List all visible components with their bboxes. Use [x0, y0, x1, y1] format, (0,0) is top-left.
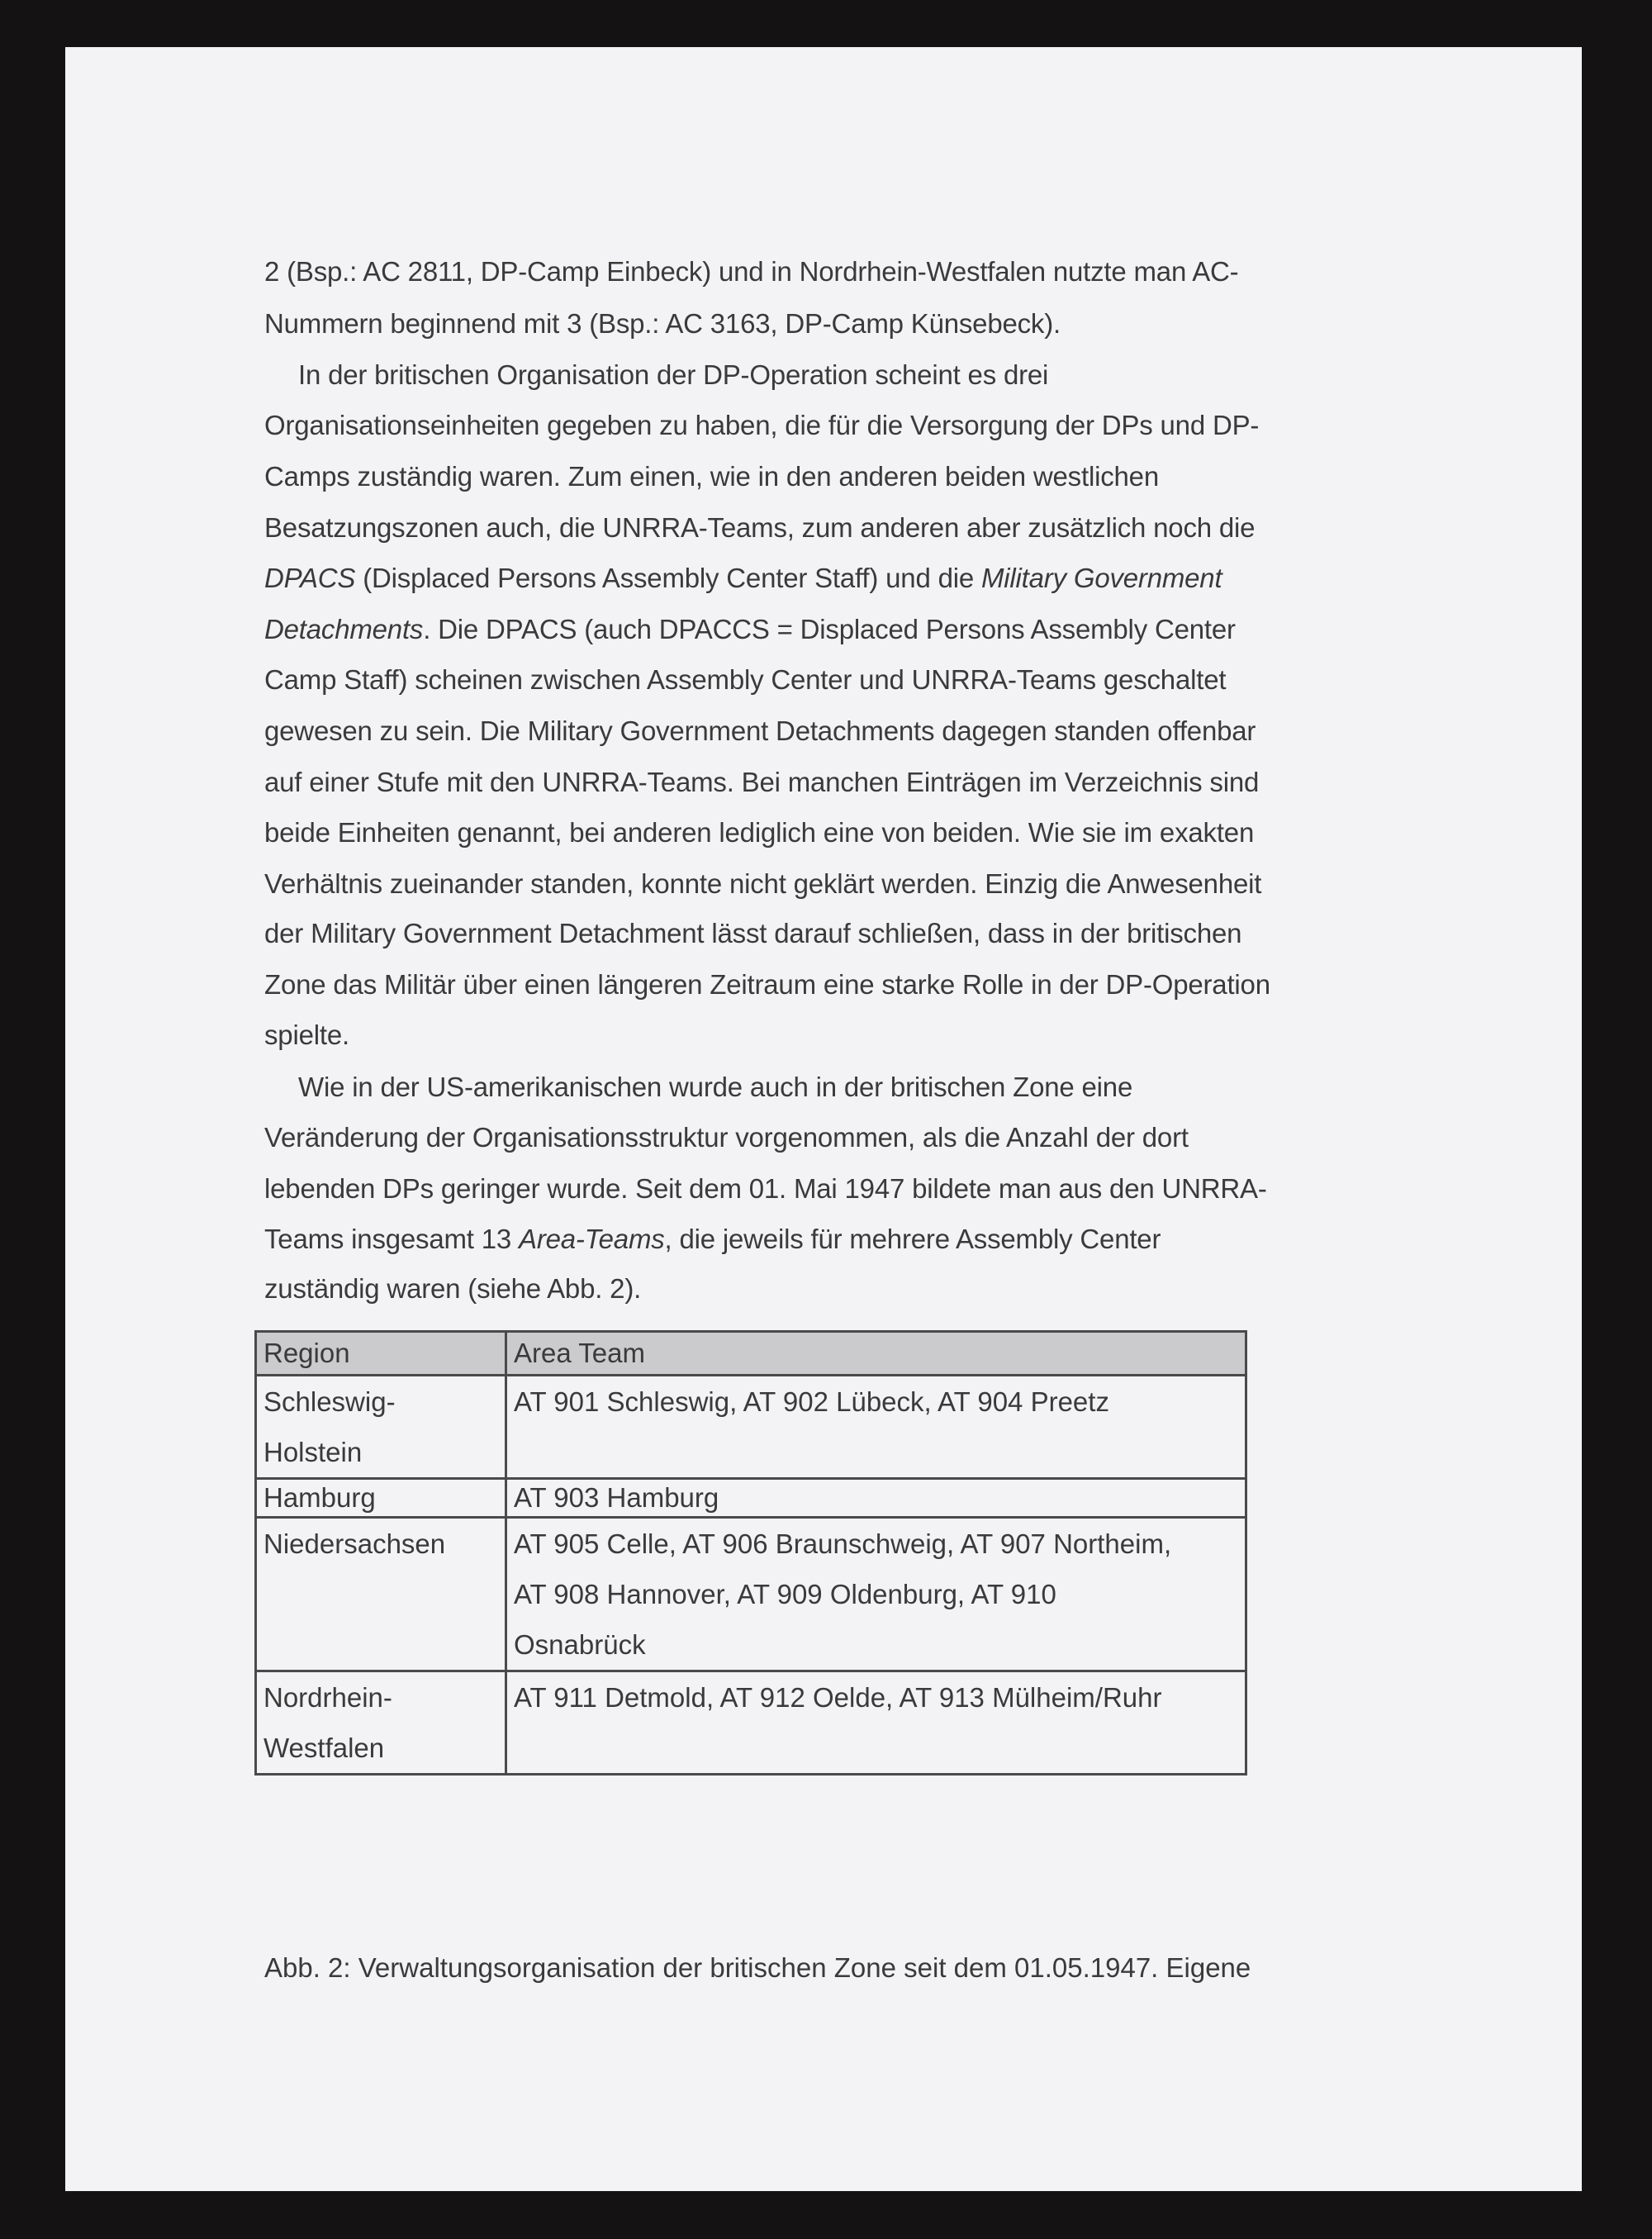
text-segment: Nummern beginnend mit 3 (Bsp.: AC 3163, DP-Camp Künsebeck).	[264, 308, 1061, 339]
text-segment: Verhältnis zueinander standen, konnte nicht geklärt werden. Einzig die Anwesenheit	[264, 868, 1262, 899]
area-team-text: AT 903 Hamburg	[514, 1482, 719, 1513]
body-line	[264, 307, 1061, 340]
area-team-text: AT 911 Detmold, AT 912 Oelde, AT 913 Mülheim/Ruhr	[514, 1682, 1162, 1713]
body-line	[298, 1071, 1132, 1104]
body-line	[264, 511, 1255, 544]
text-segment: auf einer Stufe mit den UNRRA-Teams. Bei manchen Einträgen im Verzeichnis sind	[264, 767, 1260, 797]
table-header-area-team: Area Team	[506, 1332, 1246, 1376]
region-text: Niedersachsen	[263, 1528, 446, 1559]
area-team-cell	[506, 1479, 1246, 1518]
italic-text: Area-Teams	[519, 1224, 665, 1254]
area-team-text: AT 901 Schleswig, AT 902 Lübeck, AT 904 Preetz	[514, 1386, 1109, 1417]
figure-caption: Abb. 2: Verwaltungsorganisation der britischen Zone seit dem 01.05.1947. Eigene	[264, 1952, 1251, 1983]
text-segment: In der britischen Organisation der DP-Operation scheint es drei	[298, 359, 1049, 390]
body-line	[264, 1121, 1189, 1154]
text-segment: 2 (Bsp.: AC 2811, DP-Camp Einbeck) und in Nordrhein-Westfalen nutzte man AC-	[264, 256, 1239, 287]
text-segment: Organisationseinheiten gegeben zu haben, die für die Versorgung der DPs und DP-	[264, 410, 1260, 440]
text-segment: Camps zuständig waren. Zum einen, wie in den anderen beiden westlichen	[264, 461, 1159, 492]
text-segment: Veränderung der Organisationsstruktur vorgenommen, als die Anzahl der dort	[264, 1122, 1189, 1153]
text-segment: gewesen zu sein. Die Military Government Detachments dagegen standen offenbar	[264, 715, 1256, 746]
body-line	[264, 1223, 1161, 1256]
body-line	[264, 917, 1241, 950]
body-line	[264, 663, 1226, 696]
body-line	[264, 460, 1159, 493]
italic-text: Detachments	[264, 614, 424, 644]
region-text: Westfalen	[263, 1733, 385, 1763]
text-segment: der Military Government Detachment lässt darauf schließen, dass in der britischen	[264, 918, 1242, 948]
region-cell	[256, 1479, 506, 1518]
region-cell	[256, 1671, 506, 1775]
region-cell	[256, 1376, 506, 1479]
body-line	[264, 562, 1222, 595]
body-line	[264, 1019, 349, 1052]
body-line	[264, 715, 1256, 748]
text-segment: Zone das Militär über einen längeren Zeitraum eine starke Rolle in der DP-Operation	[264, 969, 1270, 1000]
text-segment: spielte.	[264, 1020, 349, 1050]
area-team-text: Osnabrück	[514, 1629, 646, 1660]
text-segment: lebenden DPs geringer wurde. Seit dem 01. Mai 1947 bildete man aus den UNRRA-	[264, 1173, 1267, 1204]
text-segment: zuständig waren (siehe Abb. 2).	[264, 1273, 642, 1304]
body-line	[298, 359, 1048, 392]
table-row	[256, 1479, 1246, 1518]
area-team-cell	[506, 1518, 1246, 1671]
body-line	[264, 968, 1270, 1001]
table-row	[256, 1518, 1246, 1671]
table-body	[256, 1376, 1246, 1775]
body-line	[264, 613, 1236, 646]
region-text: Nordrhein-	[263, 1682, 392, 1713]
body-line	[264, 816, 1254, 849]
region-text: Holstein	[263, 1437, 363, 1467]
area-team-cell	[506, 1376, 1246, 1479]
body-line	[264, 868, 1261, 901]
body-line	[264, 255, 1238, 288]
text-segment: , die jeweils für mehrere Assembly Center	[664, 1224, 1161, 1254]
region-text: Hamburg	[263, 1482, 376, 1513]
text-segment: Besatzungszonen auch, die UNRRA-Teams, zum anderen aber zusätzlich noch die	[264, 512, 1256, 543]
table-header-row	[256, 1332, 1246, 1376]
text-segment: . Die DPACS (auch DPACCS = Displaced Persons Assembly Center	[423, 614, 1236, 644]
body-line	[264, 1172, 1267, 1205]
text-segment: Camp Staff) scheinen zwischen Assembly Center und UNRRA-Teams geschaltet	[264, 664, 1227, 695]
area-team-cell	[506, 1671, 1246, 1775]
region-text: Schleswig-	[263, 1386, 396, 1417]
text-segment: (Displaced Persons Assembly Center Staff) und die	[355, 563, 981, 593]
body-line	[264, 409, 1259, 442]
region-cell	[256, 1518, 506, 1671]
area-team-text: AT 908 Hannover, AT 909 Oldenburg, AT 910	[514, 1579, 1056, 1609]
table-header-region: Region	[256, 1332, 506, 1376]
text-segment: beide Einheiten genannt, bei anderen lediglich eine von beiden. Wie sie im exakten	[264, 817, 1255, 848]
text-segment: Wie in der US-amerikanischen wurde auch in der britischen Zone eine	[298, 1072, 1133, 1102]
table-row	[256, 1671, 1246, 1775]
area-team-text: AT 905 Celle, AT 906 Braunschweig, AT 907 Northeim,	[514, 1528, 1172, 1559]
table-row	[256, 1376, 1246, 1479]
italic-text: Military Government	[980, 563, 1222, 593]
body-line	[264, 1272, 641, 1305]
area-team-table	[254, 1330, 1247, 1776]
text-segment: Teams insgesamt 13	[264, 1224, 520, 1254]
italic-text: DPACS	[264, 563, 356, 593]
body-line	[264, 766, 1259, 799]
